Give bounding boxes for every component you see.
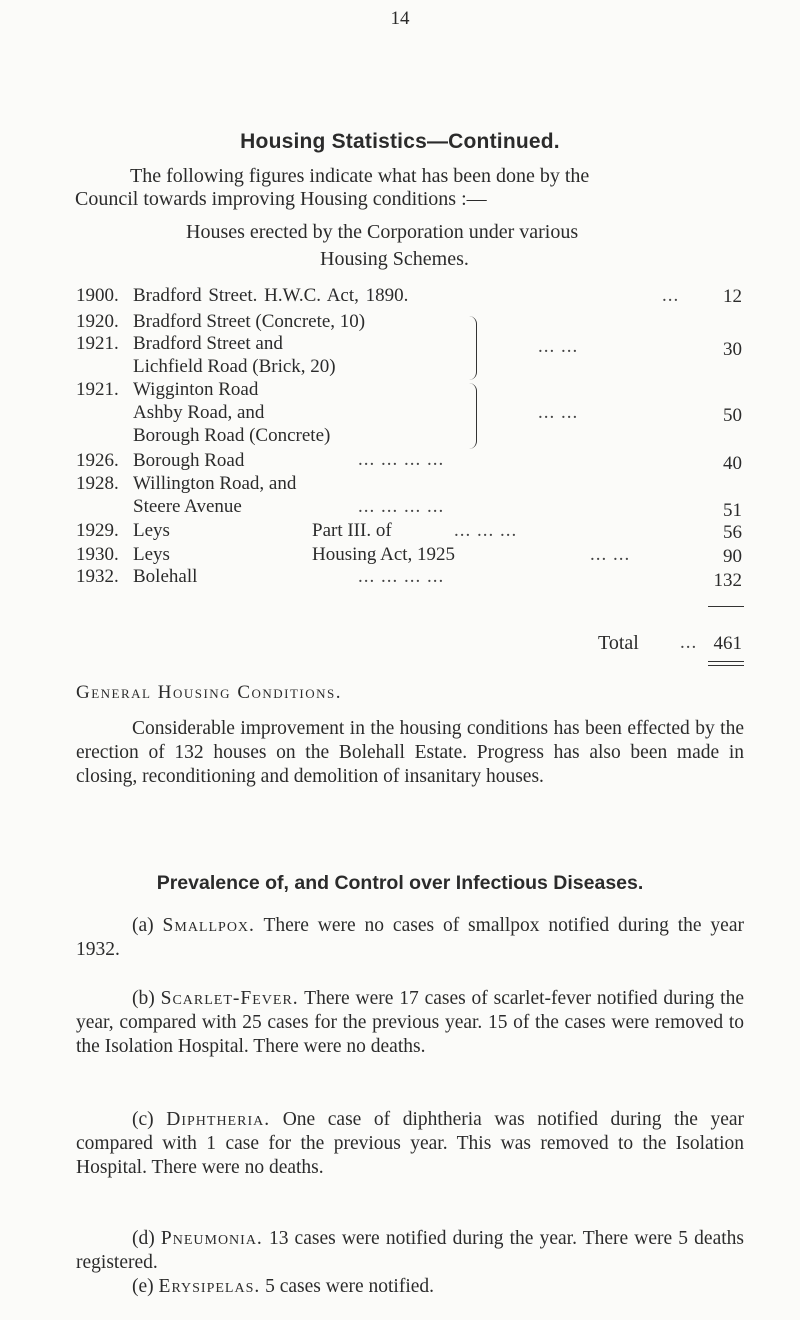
table-row-scheme: Wigginton Road — [133, 379, 259, 400]
disease-name: Smallpox. — [162, 915, 255, 936]
total-value: 461 — [713, 633, 742, 654]
disease-text: One case of diphtheria was notified during the year compared with 1 case for the previous year. This was removed to the Isolation Hospital. There were no deaths. — [76, 1109, 745, 1178]
table-subheading-2: Housing Schemes. — [320, 248, 469, 270]
table-row-year: 1900. — [76, 285, 119, 306]
table-row-value: 12 — [723, 286, 742, 307]
table-row-year: 1921. — [76, 333, 119, 354]
item-label: (b) — [132, 988, 155, 1009]
table-row-scheme: Ashby Road, and — [133, 402, 265, 423]
disease-name: Erysipelas. — [158, 1276, 261, 1297]
table-row-scheme: Steere Avenue — [133, 496, 242, 517]
table-row-year: 1921. — [76, 379, 119, 400]
table-row-year: 1930. — [76, 544, 119, 565]
disease-item-pneumonia — [76, 1227, 744, 1275]
table-subheading-1: Houses erected by the Corporation under various — [186, 221, 579, 243]
item-label: (a) — [132, 915, 154, 936]
table-row-scheme: Bradford Street (Concrete, 10) — [133, 311, 366, 332]
disease-item-diphtheria — [76, 1108, 744, 1180]
table-row-year: 1926. — [76, 450, 119, 471]
diseases-heading: Prevalence of, and Control over Infectious Diseases. — [156, 872, 644, 894]
intro-line-2: Council towards improving Housing conditions :— — [75, 188, 487, 210]
table-row-value: 132 — [713, 570, 742, 591]
disease-text: There were no cases of smallpox notified during the year 1932. — [76, 915, 744, 960]
table-row-value: 90 — [723, 546, 742, 567]
table-row-scheme: Leys — [133, 520, 170, 541]
disease-text: 5 cases were notified. — [265, 1276, 435, 1297]
table-row-act: Part III. of — [312, 520, 392, 541]
brace — [466, 383, 477, 449]
total-dots: ... — [680, 632, 698, 653]
table-row-dots: ... ... ... ... — [358, 566, 445, 587]
table-row-scheme: Leys — [133, 544, 170, 565]
item-label: (d) — [132, 1228, 155, 1249]
table-row-dots: ... ... — [538, 402, 579, 423]
disease-item-scarlet-fever — [76, 987, 744, 1059]
page-number: 14 — [390, 8, 410, 29]
disease-text: There were 17 cases of scarlet-fever notified during the year, compared with 25 cases for the previous year. 15 of the cases were removed to the Isolation Hospital. There were no deaths. — [76, 988, 745, 1057]
disease-item-smallpox — [76, 914, 744, 962]
table-row-year: 1929. — [76, 520, 119, 541]
disease-name: Scarlet-Fever. — [160, 988, 299, 1009]
table-row-dots: ... ... ... ... — [358, 496, 445, 517]
intro-line-1: The following figures indicate what has been done by the — [130, 165, 590, 187]
disease-item-erysipelas — [76, 1275, 744, 1299]
brace — [466, 316, 477, 380]
table-row-value: 40 — [723, 453, 742, 474]
table-row-scheme: Willington Road, and — [133, 473, 297, 494]
table-row-year: 1920. — [76, 311, 119, 332]
table-row-act: Housing Act, 1925 — [312, 544, 456, 565]
total-rule-top — [708, 606, 744, 607]
table-row-value: 51 — [723, 500, 742, 521]
table-row-scheme: Borough Road (Concrete) — [133, 425, 331, 446]
table-row-scheme: Borough Road — [133, 450, 245, 471]
table-row-dots: ... ... — [538, 336, 579, 357]
total-rule-double-2 — [708, 665, 744, 666]
disease-name: Pneumonia. — [160, 1228, 263, 1249]
page-title: Housing Statistics—Continued. — [240, 130, 560, 153]
total-label: Total — [598, 632, 639, 654]
disease-text: 13 cases were notified during the year. There were 5 deaths registered. — [76, 1228, 744, 1273]
table-row-year: 1928. — [76, 473, 119, 494]
general-paragraph: Considerable improvement in the housing conditions has been effected by the erection of 132 houses on the Bolehall Estate. Progress has also been made in closing, reconditioning and demolition of insanitary houses. — [76, 718, 744, 787]
table-row-scheme: Bradford Street and — [133, 333, 283, 354]
section-heading: General Housing Conditions. — [76, 682, 343, 703]
total-rule-double-1 — [708, 661, 744, 662]
table-row-dots: ... ... ... — [454, 520, 518, 541]
table-row-value: 30 — [723, 339, 742, 360]
table-row-value: 56 — [723, 522, 742, 543]
table-row-dots: ... ... ... ... — [358, 449, 445, 470]
table-row-scheme: Lichfield Road (Brick, 20) — [133, 356, 336, 377]
disease-name: Diphtheria. — [166, 1109, 271, 1130]
table-row-dots: ... — [662, 285, 680, 306]
table-row-year: 1932. — [76, 566, 119, 587]
item-label: (e) — [132, 1276, 154, 1297]
item-label: (c) — [132, 1109, 154, 1130]
table-row-dots: ... ... — [590, 544, 631, 565]
table-row-scheme: Bolehall — [133, 566, 198, 587]
table-row-scheme: Bradford Street. H.W.C. Act, 1890. — [133, 285, 409, 306]
table-row-value: 50 — [723, 405, 742, 426]
